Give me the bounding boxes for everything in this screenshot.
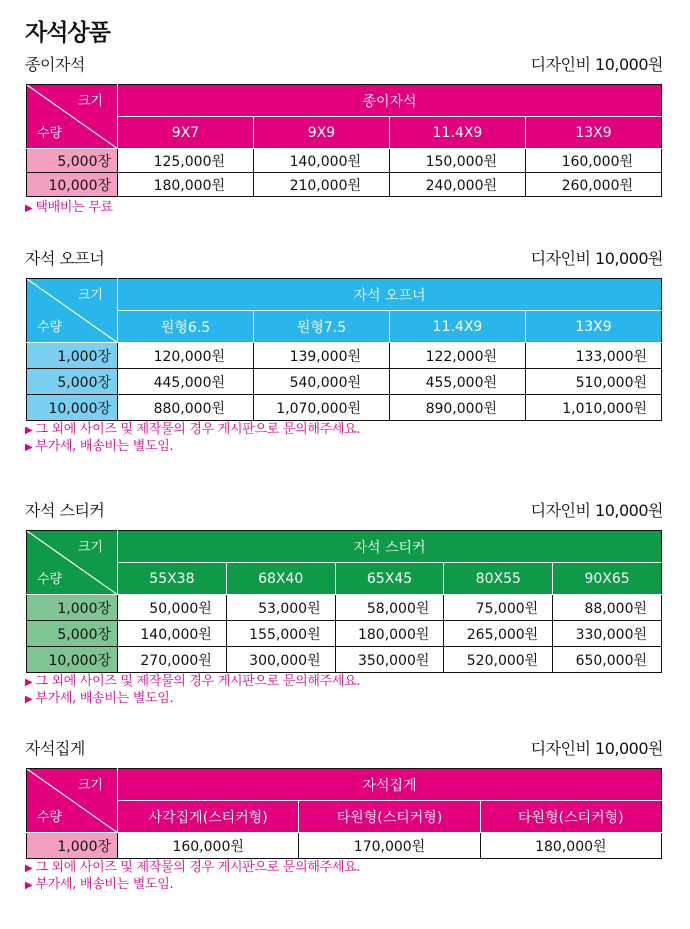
price-cell: 445,000원 xyxy=(118,369,254,395)
qty-label: 수량 xyxy=(37,320,63,335)
header-corner-cell xyxy=(27,279,118,343)
price-cell: 150,000원 xyxy=(390,149,526,173)
qty-cell: 10,000장 xyxy=(27,395,118,421)
column-header: 13X9 xyxy=(526,117,662,149)
price-cell: 139,000원 xyxy=(254,343,390,369)
price-cell: 122,000원 xyxy=(390,343,526,369)
table-row xyxy=(27,395,662,421)
notes xyxy=(25,860,663,894)
column-header: 80X55 xyxy=(444,563,553,595)
price-cell: 330,000원 xyxy=(553,621,662,647)
column-header: 사각집게(스티커형) xyxy=(118,801,299,833)
price-cell: 510,000원 xyxy=(526,369,662,395)
note-item: ▶ 그 외에 사이즈 및 제작물의 경우 게시판으로 문의해주세요. xyxy=(25,422,361,437)
price-table xyxy=(26,768,662,859)
column-header: 원형6.5 xyxy=(118,311,254,343)
column-header: 68X40 xyxy=(226,563,335,595)
price-cell: 180,000원 xyxy=(480,833,661,859)
table-row xyxy=(27,833,662,859)
triangle-icon: ▶ xyxy=(25,442,33,453)
notes xyxy=(25,674,663,708)
price-cell: 160,000원 xyxy=(526,149,662,173)
section-header xyxy=(25,734,663,760)
qty-label: 수량 xyxy=(37,810,63,825)
qty-cell: 10,000장 xyxy=(27,173,118,197)
price-cell: 880,000원 xyxy=(118,395,254,421)
qty-cell: 1,000장 xyxy=(27,343,118,369)
price-cell: 540,000원 xyxy=(254,369,390,395)
note-item: ▶ 그 외에 사이즈 및 제작물의 경우 게시판으로 문의해주세요. xyxy=(25,674,361,689)
section-name: 자석 오프너 xyxy=(25,249,105,268)
table-title: 자석집게 xyxy=(118,769,662,801)
table-row xyxy=(27,647,662,673)
qty-label: 수량 xyxy=(37,126,63,141)
qty-cell: 5,000장 xyxy=(27,149,118,173)
price-cell: 140,000원 xyxy=(118,621,227,647)
triangle-icon: ▶ xyxy=(25,425,33,436)
header-corner-cell xyxy=(27,531,118,595)
note-item: ▶ 부가세, 배송비는 별도임. xyxy=(25,877,174,892)
column-header: 13X9 xyxy=(526,311,662,343)
qty-cell: 5,000장 xyxy=(27,369,118,395)
header-corner-cell xyxy=(27,769,118,833)
triangle-icon: ▶ xyxy=(25,203,33,214)
size-label: 크기 xyxy=(77,540,103,555)
section-name: 종이자석 xyxy=(25,55,85,74)
price-table xyxy=(26,84,662,197)
table-row xyxy=(27,369,662,395)
table-title: 종이자석 xyxy=(118,85,662,117)
table-row xyxy=(27,343,662,369)
price-cell: 125,000원 xyxy=(118,149,254,173)
note-item: ▶ 택배비는 무료 xyxy=(25,200,113,215)
triangle-icon: ▶ xyxy=(25,880,33,891)
design-fee: 디자인비 10,000원 xyxy=(530,739,663,758)
price-cell: 133,000원 xyxy=(526,343,662,369)
column-header: 11.4X9 xyxy=(390,117,526,149)
column-header: 9X7 xyxy=(118,117,254,149)
design-fee: 디자인비 10,000원 xyxy=(530,55,663,74)
price-cell: 890,000원 xyxy=(390,395,526,421)
price-cell: 180,000원 xyxy=(118,173,254,197)
table-row xyxy=(27,173,662,197)
column-header: 55X38 xyxy=(118,563,227,595)
triangle-icon: ▶ xyxy=(25,694,33,705)
qty-cell: 1,000장 xyxy=(27,833,118,859)
price-cell: 50,000원 xyxy=(118,595,227,621)
price-cell: 140,000원 xyxy=(254,149,390,173)
price-cell: 270,000원 xyxy=(118,647,227,673)
section-header xyxy=(25,50,663,76)
section-name: 자석 스티커 xyxy=(25,501,105,520)
price-cell: 650,000원 xyxy=(553,647,662,673)
price-cell: 1,010,000원 xyxy=(526,395,662,421)
price-cell: 520,000원 xyxy=(444,647,553,673)
qty-cell: 5,000장 xyxy=(27,621,118,647)
column-header: 원형7.5 xyxy=(254,311,390,343)
size-label: 크기 xyxy=(77,288,103,303)
column-header: 9X9 xyxy=(254,117,390,149)
note-item: ▶ 부가세, 배송비는 별도임. xyxy=(25,439,174,454)
price-cell: 180,000원 xyxy=(335,621,444,647)
column-header: 타원형(스티커형) xyxy=(480,801,661,833)
price-cell: 300,000원 xyxy=(226,647,335,673)
column-header: 11.4X9 xyxy=(390,311,526,343)
column-header: 65X45 xyxy=(335,563,444,595)
qty-cell: 1,000장 xyxy=(27,595,118,621)
price-cell: 58,000원 xyxy=(335,595,444,621)
section-magnet-sticker xyxy=(25,496,663,708)
price-cell: 265,000원 xyxy=(444,621,553,647)
triangle-icon: ▶ xyxy=(25,677,33,688)
column-header: 90X65 xyxy=(553,563,662,595)
size-label: 크기 xyxy=(77,778,103,793)
design-fee: 디자인비 10,000원 xyxy=(530,249,663,268)
table-title: 자석 스티커 xyxy=(118,531,662,563)
page-title: 자석상품 xyxy=(25,20,110,46)
price-cell: 160,000원 xyxy=(118,833,299,859)
qty-cell: 10,000장 xyxy=(27,647,118,673)
section-name: 자석집게 xyxy=(25,739,85,758)
price-cell: 75,000원 xyxy=(444,595,553,621)
price-table xyxy=(26,278,662,421)
price-cell: 455,000원 xyxy=(390,369,526,395)
price-cell: 210,000원 xyxy=(254,173,390,197)
price-cell: 170,000원 xyxy=(299,833,480,859)
column-header: 타원형(스티커형) xyxy=(299,801,480,833)
price-cell: 88,000원 xyxy=(553,595,662,621)
notes xyxy=(25,200,663,217)
table-row xyxy=(27,621,662,647)
section-magnet-opener xyxy=(25,244,663,456)
note-item: ▶ 그 외에 사이즈 및 제작물의 경우 게시판으로 문의해주세요. xyxy=(25,860,361,875)
section-paper-magnet xyxy=(25,50,663,217)
note-item: ▶ 부가세, 배송비는 별도임. xyxy=(25,691,174,706)
size-label: 크기 xyxy=(77,94,103,109)
triangle-icon: ▶ xyxy=(25,863,33,874)
table-row xyxy=(27,149,662,173)
price-cell: 155,000원 xyxy=(226,621,335,647)
price-cell: 260,000원 xyxy=(526,173,662,197)
price-cell: 120,000원 xyxy=(118,343,254,369)
price-cell: 240,000원 xyxy=(390,173,526,197)
header-corner-cell xyxy=(27,85,118,149)
price-table xyxy=(26,530,662,673)
section-header xyxy=(25,244,663,270)
table-row xyxy=(27,595,662,621)
price-cell: 53,000원 xyxy=(226,595,335,621)
section-header xyxy=(25,496,663,522)
design-fee: 디자인비 10,000원 xyxy=(530,501,663,520)
section-magnet-clip xyxy=(25,734,663,894)
price-cell: 350,000원 xyxy=(335,647,444,673)
table-title: 자석 오프너 xyxy=(118,279,662,311)
notes xyxy=(25,422,663,456)
qty-label: 수량 xyxy=(37,572,63,587)
price-cell: 1,070,000원 xyxy=(254,395,390,421)
